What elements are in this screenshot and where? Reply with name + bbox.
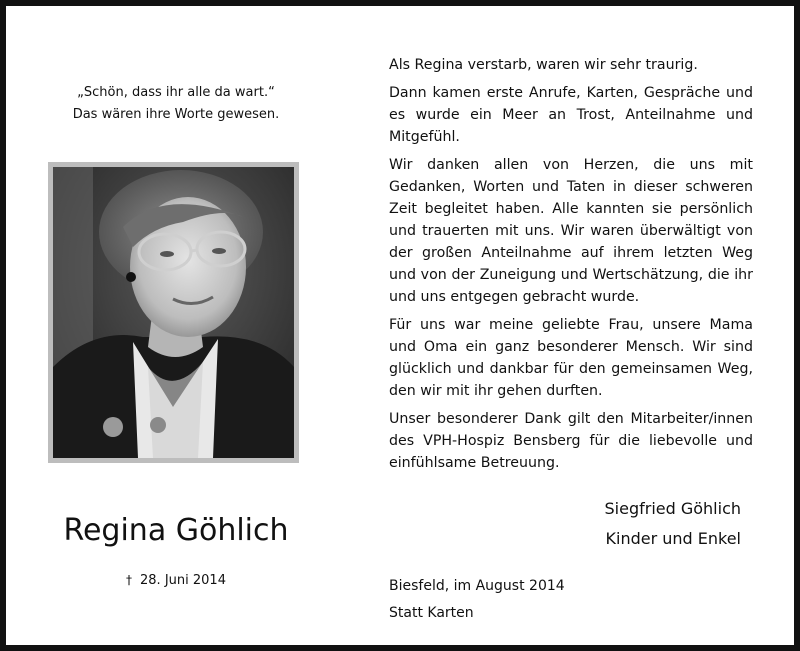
signer-name: Siegfried Göhlich	[604, 499, 741, 518]
cross-icon: †	[126, 573, 133, 587]
quote-block	[46, 82, 306, 126]
deceased-name: Regina Göhlich	[63, 513, 289, 548]
message-paragraph: Wir danken allen von Herzen, die uns mit Gedanken, Worten und Taten in dieser schweren Zeit begleitet haben. Alle kannten sie persönlich und trauerten mit uns. Wir waren überwältigt von der großen Anteilnahme auf ihrem letzten Weg und von der Zuneigung und Wertschätzung, die ihr und uns entgegen gebracht wurde.	[389, 157, 753, 305]
message-paragraph: Für uns war meine geliebte Frau, unsere Mama und Oma ein ganz besonderer Mensch. Wir sind glücklich und dankbar für den gemeinsamen Weg, den wir mit ihr gehen durften.	[389, 317, 753, 399]
signer-family: Kinder und Enkel	[605, 529, 741, 548]
quote-attribution: Das wären ihre Worte gewesen.	[72, 107, 280, 122]
death-date: 28. Juni 2014	[140, 573, 226, 588]
portrait-photo	[53, 167, 294, 458]
photo-frame	[48, 162, 299, 463]
statt-karten-note: Statt Karten	[389, 605, 474, 621]
death-date-line	[56, 573, 296, 588]
message-paragraph: Unser besonderer Dank gilt den Mitarbeiter/innen des VPH-Hospiz Bensberg für die liebevolle und einfühlsame Betreuung.	[389, 411, 753, 471]
place-date: Biesfeld, im August 2014	[389, 578, 565, 594]
signers-block	[605, 494, 742, 554]
footer-block	[389, 573, 565, 627]
thank-you-message	[389, 54, 753, 480]
message-paragraph: Als Regina verstarb, waren wir sehr traurig.	[389, 57, 698, 73]
portrait-illustration	[53, 167, 294, 458]
message-paragraph: Dann kamen erste Anrufe, Karten, Gespräche und es wurde ein Meer an Trost, Anteilnahme und Mitgefühl.	[389, 85, 753, 145]
quote-line: „Schön, dass ihr alle da wart.“	[77, 85, 275, 100]
